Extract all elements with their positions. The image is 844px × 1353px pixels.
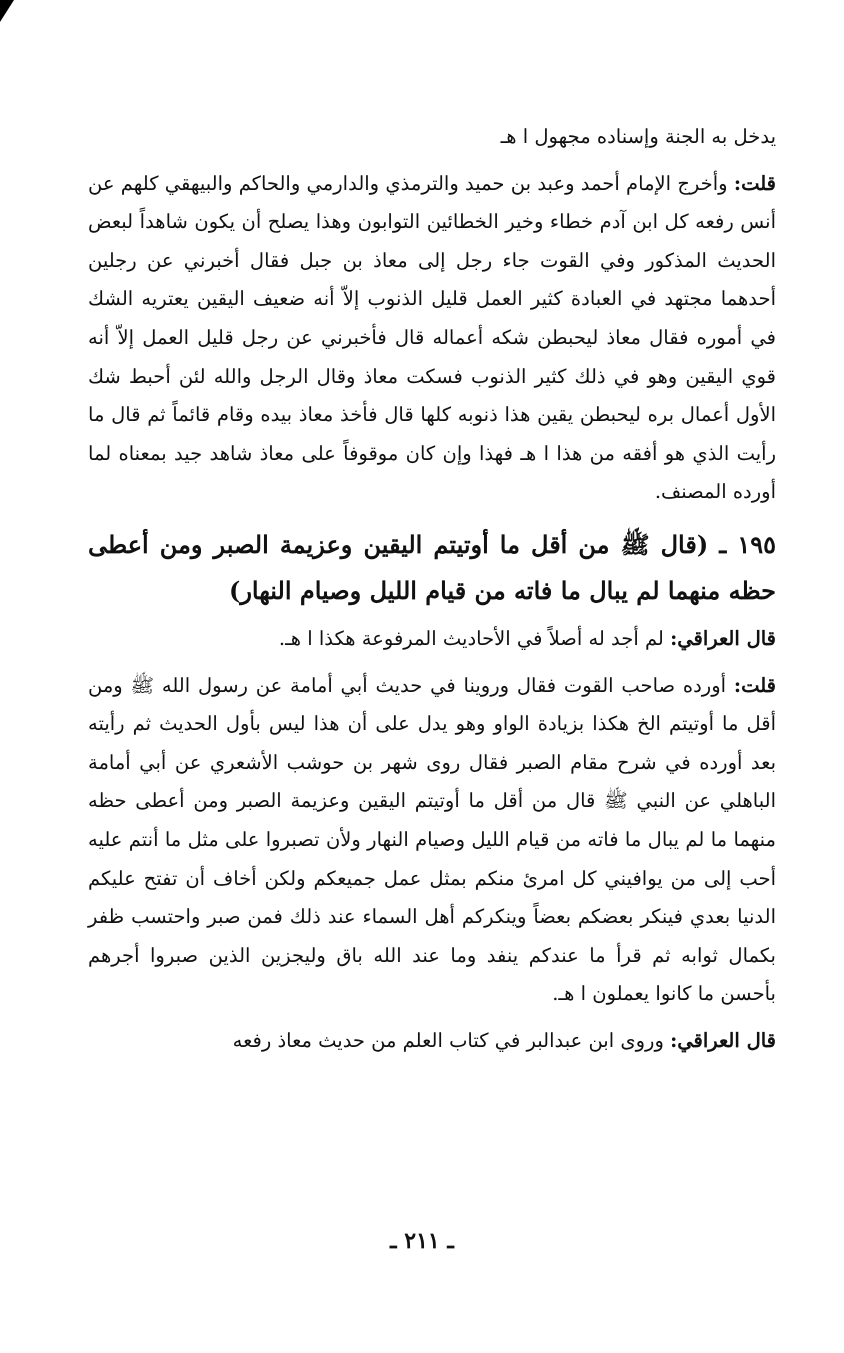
paragraph-text: وأخرج الإمام أحمد وعبد بن حميد والترمذي والدارمي والحاكم والبيهقي كلهم عن أنس رفعه كل ابن آدم خطاء وخير الخطائين التوابون وهذا يصلح أن يكون شاهداً لبعض الحديث المذكور وفي القوت جاء رجل إلى معاذ بن جبل فقال أخبرني عن رجلين أحدهما مجتهد في العبادة كثير العمل قليل الذنوب إلاّ أنه ضعيف اليقين يعتريه الشك في أموره فقال معاذ ليحبطن شكه أعماله قال فأخبرني عن رجل قليل العمل إلاّ أنه قوي اليقين وهو في ذلك كثير الذنوب فسكت معاذ وقال الرجل والله لئن أحبط شك الأول أعمال بره ليحبطن يقين هذا ذنوبه كلها قال فأخذ معاذ بيده وقام قائماً ثم قال ما رأيت الذي هو أفقه من هذا ا هـ فهذا وإن كان موقوفاً على معاذ شاهد جيد بمعناه لما أورده المصنف.: [88, 171, 776, 504]
corner-triangle-mark: [0, 0, 14, 22]
iraqi-label: قال العراقي:: [670, 1028, 776, 1052]
iraqi-label: قال العراقي:: [670, 626, 776, 650]
paragraph-qult-2: [88, 667, 776, 1014]
qult-label: قلت:: [733, 171, 776, 195]
paragraph-qult-1: [88, 165, 776, 512]
qult-label: قلت:: [733, 673, 776, 697]
page-number: ـ ٢١١ ـ: [390, 1228, 454, 1254]
paragraph-text: لم أجد له أصلاً في الأحاديث المرفوعة هكذا ا هـ.: [278, 626, 664, 650]
page-body: [88, 118, 776, 1060]
paragraph-text: أورده صاحب القوت فقال وروينا في حديث أبي أمامة عن رسول الله ﷺ ومن أقل ما أوتيتم الخ هكذا بزيادة الواو وهو يدل على أن هذا ليس بأول الحديث ثم رأيته بعد أورده في شرح مقام الصبر فقال روى شهر بن حوشب الأشعري عن أبي أمامة الباهلي عن النبي ﷺ قال من أقل ما أوتيتم اليقين وعزيمة الصبر ومن أعطى حظه منهما ما لم يبال ما فاته من قيام الليل وصيام النهار ولأن تصبروا على مثل ما أنتم عليه أحب إلى من يوافيني كل امرئ منكم بمثل عمل جميعكم ولكن أخاف أن تفتح عليكم الدنيا بعدي فينكر بعضكم بعضاً وينكركم أهل السماء عند ذلك فمن صبر واحتسب ظفر بكمال ثوابه ثم قرأ ما عندكم ينفد وما عند الله باق وليجزين الذين صبروا أجرهم بأحسن ما كانوا يعملون ا هـ.: [88, 673, 776, 1006]
hadith-heading-195: ١٩٥ ـ (قال ﷺ من أقل ما أوتيتم اليقين وعزيمة الصبر ومن أعطى حظه منهما لم يبال ما فاته من قيام الليل وصيام النهار): [88, 529, 776, 605]
paragraph-text: وروى ابن عبدالبر في كتاب العلم من حديث معاذ رفعه: [232, 1028, 664, 1052]
paragraph-iraqi-2: [88, 1022, 776, 1061]
paragraph-continuation: يدخل به الجنة وإسناده مجهول ا هـ: [500, 125, 776, 148]
paragraph-iraqi-1: [88, 620, 776, 659]
